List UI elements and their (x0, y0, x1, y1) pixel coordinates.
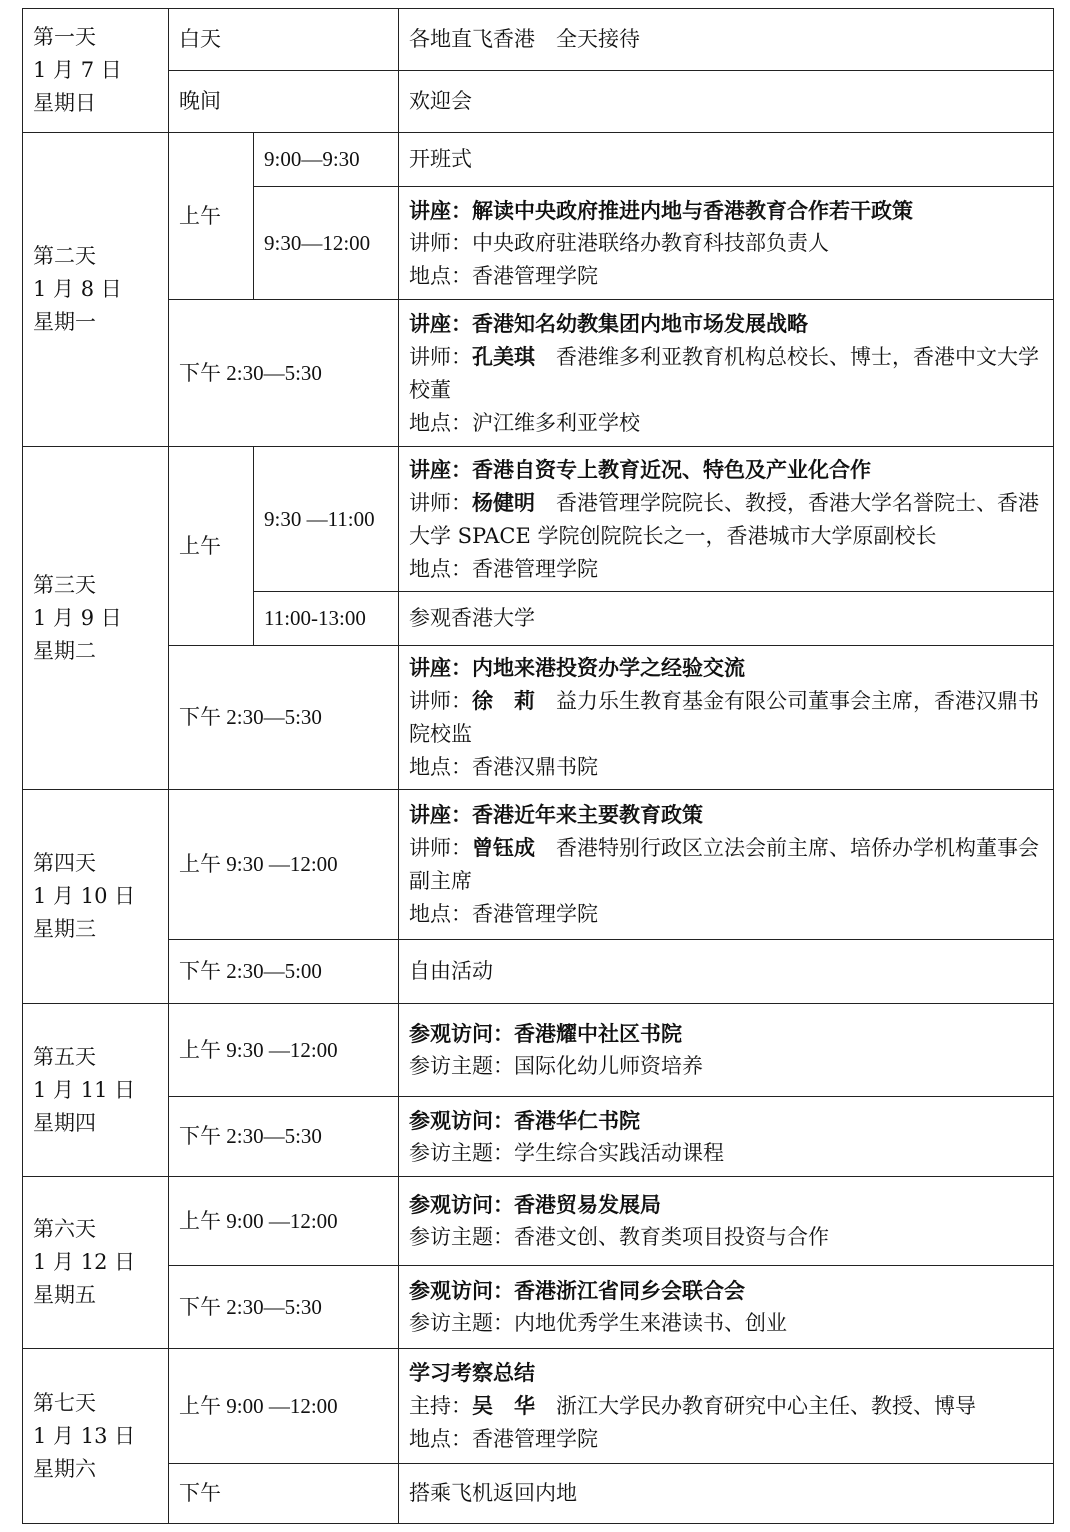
day-label: 第六天 (33, 1217, 96, 1241)
day-cell (23, 447, 169, 790)
place-line: 地点：香港管理学院 (409, 902, 598, 926)
day-cell (23, 790, 169, 1004)
day-label: 第七天 (33, 1390, 96, 1415)
table-row (23, 300, 1054, 447)
day-date: 1 月 11 日 (33, 1077, 136, 1102)
table-row (23, 1349, 1054, 1464)
visit-title: 参观访问：香港贸易发展局 (409, 1192, 661, 1217)
lecturer-desc: 益力乐生教育基金有限公司董事会主席，香港汉鼎书院校监 (409, 689, 1039, 746)
lecturer-line (409, 831, 1043, 898)
period-cell: 上午 9:00 —12:00 (169, 1349, 399, 1464)
activity-cell: 搭乘飞机返回内地 (399, 1464, 1054, 1524)
day-weekday: 星期日 (33, 91, 96, 115)
period-cell: 下午 2:30—5:30 (169, 300, 399, 447)
lecturer-prefix: 讲师： (409, 344, 472, 369)
lecturer-line: 讲师：中央政府驻港联络办教育科技部负责人 (409, 230, 829, 255)
schedule-page (22, 8, 1053, 1524)
time-cell: 白天 (169, 9, 399, 71)
period-cell: 下午 2:30—5:00 (169, 940, 399, 1004)
lecturer-prefix: 讲师： (409, 836, 472, 860)
period-cell: 下午 2:30—5:30 (169, 1097, 399, 1177)
time-cell: 9:30—12:00 (254, 187, 399, 300)
visit-title: 参观访问：香港耀中社区书院 (409, 1021, 682, 1046)
lecturer-prefix: 讲师： (409, 490, 472, 515)
day-weekday: 星期四 (33, 1110, 96, 1135)
lecture-title: 讲座：香港近年来主要教育政策 (409, 802, 703, 827)
table-row (23, 1177, 1054, 1266)
host-desc: 浙江大学民办教育研究中心主任、教授、博导 (556, 1394, 976, 1418)
day-weekday: 星期五 (33, 1283, 96, 1307)
place-line: 地点：沪江维多利亚学校 (409, 410, 640, 435)
day-cell (23, 9, 169, 133)
period-cell: 上午 9:00 —12:00 (169, 1177, 399, 1266)
day-cell (23, 1004, 169, 1177)
activity-cell (399, 1177, 1054, 1266)
table-row (23, 646, 1054, 790)
day-label: 第五天 (33, 1044, 96, 1069)
lecturer-desc: 香港特别行政区立法会前主席、培侨办学机构董事会副主席 (409, 836, 1039, 893)
table-row (23, 447, 1054, 592)
day-weekday: 星期二 (33, 638, 96, 663)
day-date: 1 月 13 日 (33, 1423, 136, 1448)
table-row (23, 790, 1054, 940)
schedule-table (22, 8, 1054, 1524)
host-line (409, 1389, 1043, 1423)
day-date: 1 月 9 日 (33, 605, 122, 630)
lecturer-name: 徐 莉 (472, 688, 535, 713)
day-weekday: 星期一 (33, 310, 96, 334)
lecturer-desc: 香港管理学院院长、教授，香港大学名誉院士、香港大学 SPACE 学院创院院长之一，香港城市大学原副校长 (409, 490, 1039, 548)
activity-cell: 开班式 (399, 133, 1054, 187)
day-label: 第三天 (33, 572, 96, 597)
day-label: 第一天 (33, 25, 96, 49)
day-label: 第二天 (33, 244, 96, 268)
day-cell (23, 1349, 169, 1524)
visit-title: 参观访问：香港华仁书院 (409, 1107, 640, 1133)
visit-theme: 参访主题：香港文创、教育类项目投资与合作 (409, 1225, 829, 1249)
activity-cell (399, 1349, 1054, 1464)
lecturer-line (409, 486, 1043, 553)
day-weekday: 星期三 (33, 917, 96, 941)
table-row (23, 9, 1054, 71)
place-line: 地点：香港汉鼎书院 (409, 755, 598, 779)
summary-title: 学习考察总结 (409, 1360, 535, 1385)
day-weekday: 星期六 (33, 1456, 96, 1481)
host-name: 吴 华 (472, 1393, 535, 1418)
activity-cell: 参观香港大学 (399, 592, 1054, 646)
period-cell: 下午 2:30—5:30 (169, 646, 399, 790)
visit-title: 参观访问：香港浙江省同乡会联合会 (409, 1278, 745, 1303)
period-cell: 上午 (169, 447, 254, 646)
lecture-title: 讲座：内地来港投资办学之经验交流 (409, 655, 745, 680)
table-row (23, 940, 1054, 1004)
table-row (23, 71, 1054, 133)
table-row (23, 133, 1054, 187)
day-date: 1 月 8 日 (33, 277, 122, 301)
day-label: 第四天 (33, 851, 96, 875)
activity-cell: 自由活动 (399, 940, 1054, 1004)
time-cell: 晚间 (169, 71, 399, 133)
activity-cell (399, 790, 1054, 940)
place-line: 地点：香港管理学院 (409, 263, 598, 288)
activity-cell: 各地直飞香港 全天接待 (399, 9, 1054, 71)
period-cell: 下午 (169, 1464, 399, 1524)
lecturer-prefix: 讲师： (409, 689, 472, 713)
lecture-title: 讲座：解读中央政府推进内地与香港教育合作若干政策 (409, 197, 913, 223)
period-cell: 上午 (169, 133, 254, 300)
place-line: 地点：香港管理学院 (409, 1427, 598, 1451)
lecturer-line (409, 340, 1043, 407)
activity-cell (399, 646, 1054, 790)
lecturer-name: 孔美琪 (472, 343, 535, 369)
table-row (23, 1464, 1054, 1524)
period-cell: 下午 2:30—5:30 (169, 1266, 399, 1349)
period-cell: 上午 9:30 —12:00 (169, 1004, 399, 1097)
day-date: 1 月 7 日 (33, 58, 122, 82)
table-row (23, 1266, 1054, 1349)
time-cell: 9:30 —11:00 (254, 447, 399, 592)
activity-cell: 欢迎会 (399, 71, 1054, 133)
activity-cell (399, 447, 1054, 592)
table-row (23, 1097, 1054, 1177)
visit-theme: 参访主题：内地优秀学生来港读书、创业 (409, 1311, 787, 1335)
lecturer-line (409, 684, 1043, 751)
day-date: 1 月 10 日 (33, 884, 136, 908)
visit-theme: 参访主题：国际化幼儿师资培养 (409, 1054, 703, 1078)
activity-cell (399, 1004, 1054, 1097)
place-line: 地点：香港管理学院 (409, 556, 598, 581)
time-cell: 9:00—9:30 (254, 133, 399, 187)
activity-cell (399, 1266, 1054, 1349)
activity-cell (399, 1097, 1054, 1177)
lecture-title: 讲座：香港自资专上教育近况、特色及产业化合作 (409, 456, 871, 482)
activity-cell (399, 187, 1054, 300)
day-cell (23, 133, 169, 447)
visit-theme: 参访主题：学生综合实践活动课程 (409, 1140, 724, 1165)
period-cell: 上午 9:30 —12:00 (169, 790, 399, 940)
time-cell: 11:00-13:00 (254, 592, 399, 646)
lecturer-name: 曾钰成 (472, 835, 535, 860)
day-cell (23, 1177, 169, 1349)
lecturer-name: 杨健明 (472, 489, 535, 515)
lecturer-desc: 香港维多利亚教育机构总校长、博士，香港中文大学校董 (409, 344, 1039, 402)
table-row (23, 1004, 1054, 1097)
host-prefix: 主持： (409, 1394, 472, 1418)
lecture-title: 讲座：香港知名幼教集团内地市场发展战略 (409, 310, 808, 336)
activity-cell (399, 300, 1054, 447)
day-date: 1 月 12 日 (33, 1250, 136, 1274)
